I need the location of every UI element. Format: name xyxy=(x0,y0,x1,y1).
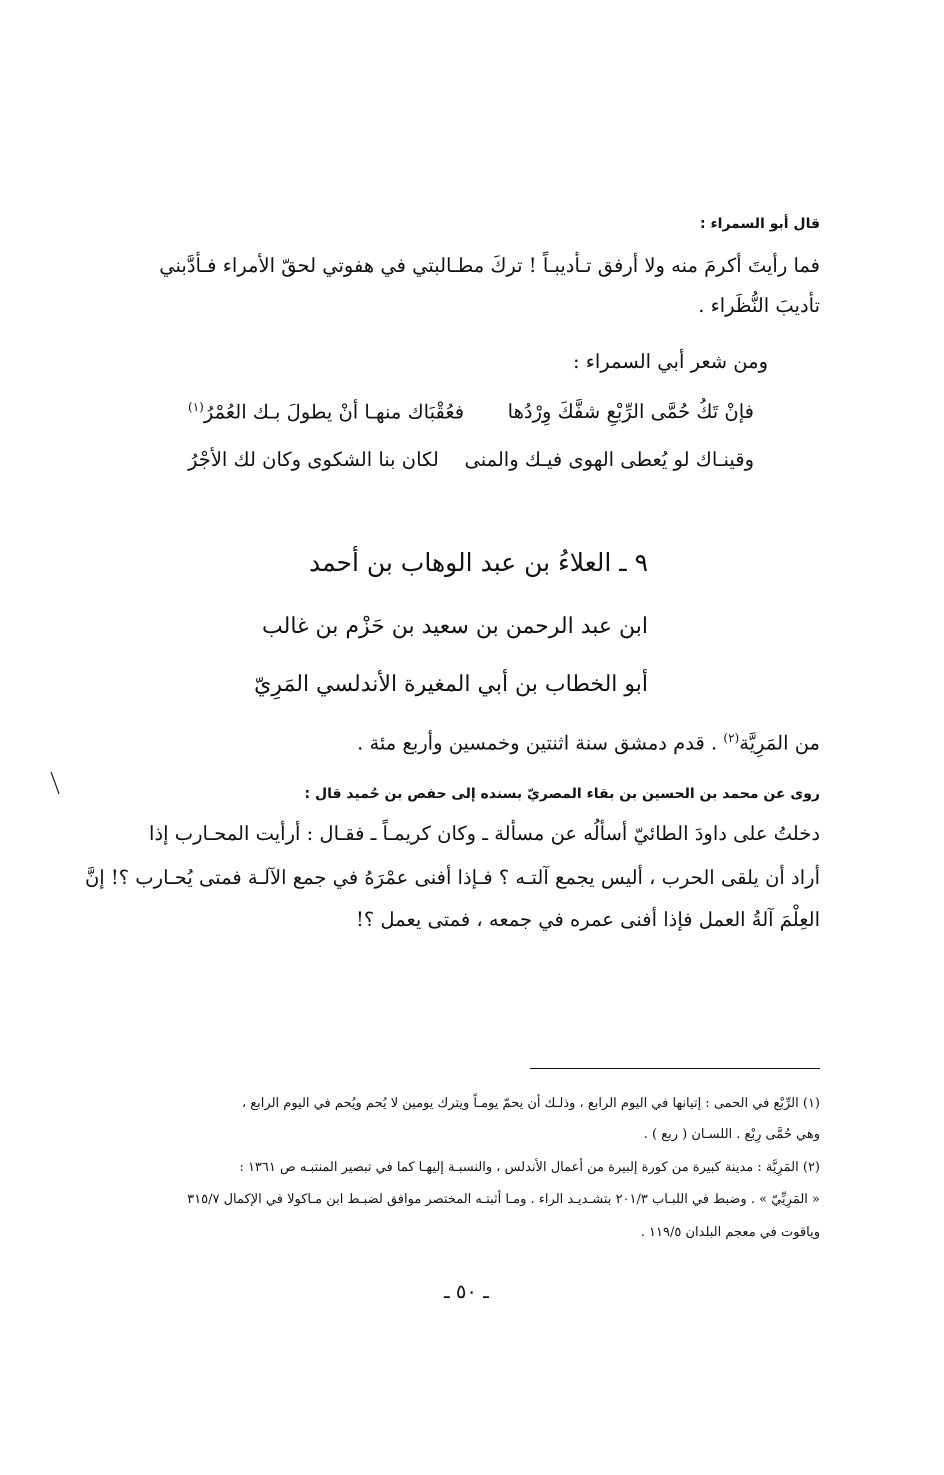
page-number: ـ ٥٠ ـ xyxy=(444,1280,489,1303)
origin-place: من المَرِيَّة xyxy=(739,731,820,755)
verse-1-left-hemistich xyxy=(188,400,464,424)
verse-1-right-hemistich: فإنْ تَكُ حُمَّى الرِّبْعِ شفَّكَ وِرْدُها xyxy=(507,400,754,423)
footnote-ref-2: (٢) xyxy=(723,731,740,745)
margin-stroke-mark xyxy=(48,770,62,796)
narration-line-1: دخلتُ على داودَ الطائيّ أسألُه عن مسألة ـ وكان كريمـاً ـ فقـال : أرأيت المحـارب إذا xyxy=(149,822,820,845)
entry-kunya: أبو الخطاب بن أبي المغيرة الأندلسي المَرِيّ xyxy=(254,672,648,697)
quote-line-1: فما رأيتَ أكرمَ منه ولا أرفق تـأديبـاً ! تركَ مطـالبتي في هفوتي لحقّ الأمراء فـأدَّبني xyxy=(159,254,820,277)
narration-line-2: أراد أن يلقى الحرب ، أليس يجمع آلتـه ؟ فـإذا أفنى عمْرَهُ في جمع الآلـة فمتى يُحـارب ؟! إنَّ xyxy=(84,866,820,889)
entry-origin xyxy=(357,731,820,755)
footnote-1-line-1: (١) الرِّبْع في الحمى : إتيانها في اليوم الرابع ، وذلـك أن يحمّ يومـاً ويترك يومين لا يُحم ويُحم في اليوم الرابع ، xyxy=(241,1096,820,1111)
verse-2-right-hemistich: وقينـاك لو يُعطى الهوى فيـك والمنى xyxy=(464,448,754,471)
narration-label: روى عن محمد بن الحسين بن بقاء المصريّ بسنده إلى حفص بن حُميد قال : xyxy=(304,786,820,802)
narration-line-3: العِلْمَ آلةُ العمل فإذا أفنى عمره في جمعه ، فمتى يعمل ؟! xyxy=(356,908,820,931)
footnote-separator xyxy=(530,1068,820,1069)
footnote-2-line-1: (٢) المَرِيَّة : مدينة كبيرة من كورة إلبيرة من أعمال الأندلس ، والنسبـة إليهـا كما في تبصير المنتبـه ص ١٣٦١ : xyxy=(239,1160,820,1175)
verse-1-left-text: فعُقْبَاك منهـا أنْ يطولَ بـك العُمْرُ xyxy=(203,400,465,424)
entry-title: ٩ ـ العلاءُ بن عبد الوهاب بن أحمد xyxy=(308,548,648,577)
intro-label: قال أبو السمراء : xyxy=(700,216,820,232)
footnote-2-line-2: « المَرِيِّيّ » . وضبط في اللبـاب ٢٠١/٣ بتشـديـد الراء . ومـا أثبتـه المختصر موافق لضبـط ابن مـاكولا في الإكمال ٣١٥/٧ xyxy=(187,1192,820,1207)
origin-rest: . قدم دمشق سنة اثنتين وخمسين وأربع مئة . xyxy=(357,731,724,755)
quote-line-2: تأديبَ النُّظَراء . xyxy=(698,294,820,317)
entry-lineage: ابن عبد الرحمن بن سعيد بن حَزْم بن غالب xyxy=(262,614,648,639)
verse-2-left-hemistich: لكان بنا الشكوى وكان لك الأجْرُ xyxy=(188,448,439,471)
footnote-ref-1: (١) xyxy=(188,400,204,414)
poem-intro: ومن شعر أبي السمراء : xyxy=(572,350,768,373)
footnote-1-line-2: وهي حُمَّى رِبْع . اللسـان ( ربع ) . xyxy=(643,1127,820,1142)
footnote-2-line-3: وياقوت في معجم البلدان ١١٩/٥ . xyxy=(640,1225,820,1240)
